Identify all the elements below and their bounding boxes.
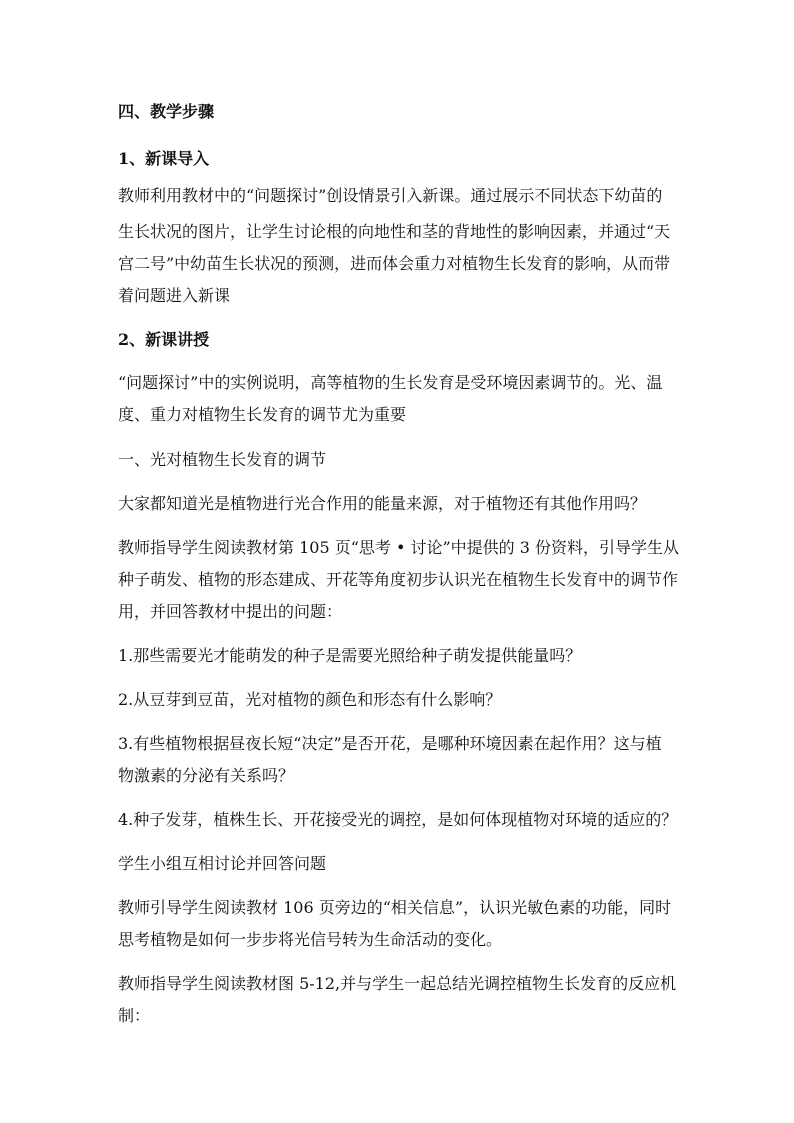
- section-title: 四、教学步骤: [118, 102, 215, 121]
- info-line-2: 思考植物是如何一步步将光信号转为生命活动的变化。: [118, 930, 503, 949]
- subsection-title-intro: 1、新课导入: [118, 149, 210, 168]
- question-4: 4.种子发芽，植株生长、开花接受光的调控，是如何体现植物对环境的适应的？: [118, 810, 678, 829]
- reading-line-3: 用，并回答教材中提出的问题：: [118, 602, 343, 621]
- question-intro: 大家都知道光是植物进行光合作用的能量来源，对于植物还有其他作用吗？: [118, 494, 647, 513]
- figure-line-2: 制：: [118, 1006, 151, 1025]
- info-line-1: 教师引导学生阅读教材 106 页旁边的“相关信息”，认识光敏色素的功能，同时: [118, 898, 672, 917]
- question-3-line-2: 物激素的分泌有关系吗？: [118, 766, 295, 785]
- intro-line-4: 着问题进入新课: [118, 286, 231, 305]
- figure-line-1: 教师指导学生阅读教材图 5-12,并与学生一起总结光调控植物生长发育的反应机: [118, 974, 677, 993]
- question-1: 1.那些需要光才能萌发的种子是需要光照给种子萌发提供能量吗？: [118, 646, 582, 665]
- question-2: 2.从豆芽到豆苗，光对植物的颜色和形态有什么影响？: [118, 690, 502, 709]
- heading-light-regulation: 一、光对植物生长发育的调节: [118, 450, 327, 469]
- intro-line-3: 宫二号”中幼苗生长状况的预测，进而体会重力对植物生长发育的影响，从而带: [118, 254, 671, 273]
- lecture-line-2: 度、重力对植物生长发育的调节尤为重要: [118, 405, 407, 424]
- group-discussion: 学生小组互相讨论并回答问题: [118, 854, 327, 873]
- question-3-line-1: 3.有些植物根据昼夜长短“决定”是否开花，是哪种环境因素在起作用？这与植: [118, 734, 662, 753]
- intro-line-1: 教师利用教材中的“问题探讨”创设情景引入新课。通过展示不同状态下幼苗的: [118, 186, 663, 205]
- reading-line-2: 种子萌发、植物的形态建成、开花等角度初步认识光在植物生长发育中的调节作: [118, 570, 679, 589]
- intro-line-2: 生长状况的图片，让学生讨论根的向地性和茎的背地性的影响因素，并通过“天: [118, 222, 671, 241]
- subsection-title-lecture: 2、新课讲授: [118, 330, 210, 349]
- reading-line-1: 教师指导学生阅读教材第 105 页“思考 • 讨论”中提供的 3 份资料，引导学生从: [118, 538, 680, 557]
- lecture-line-1: “问题探讨”中的实例说明，高等植物的生长发育是受环境因素调节的。光、温: [118, 373, 663, 392]
